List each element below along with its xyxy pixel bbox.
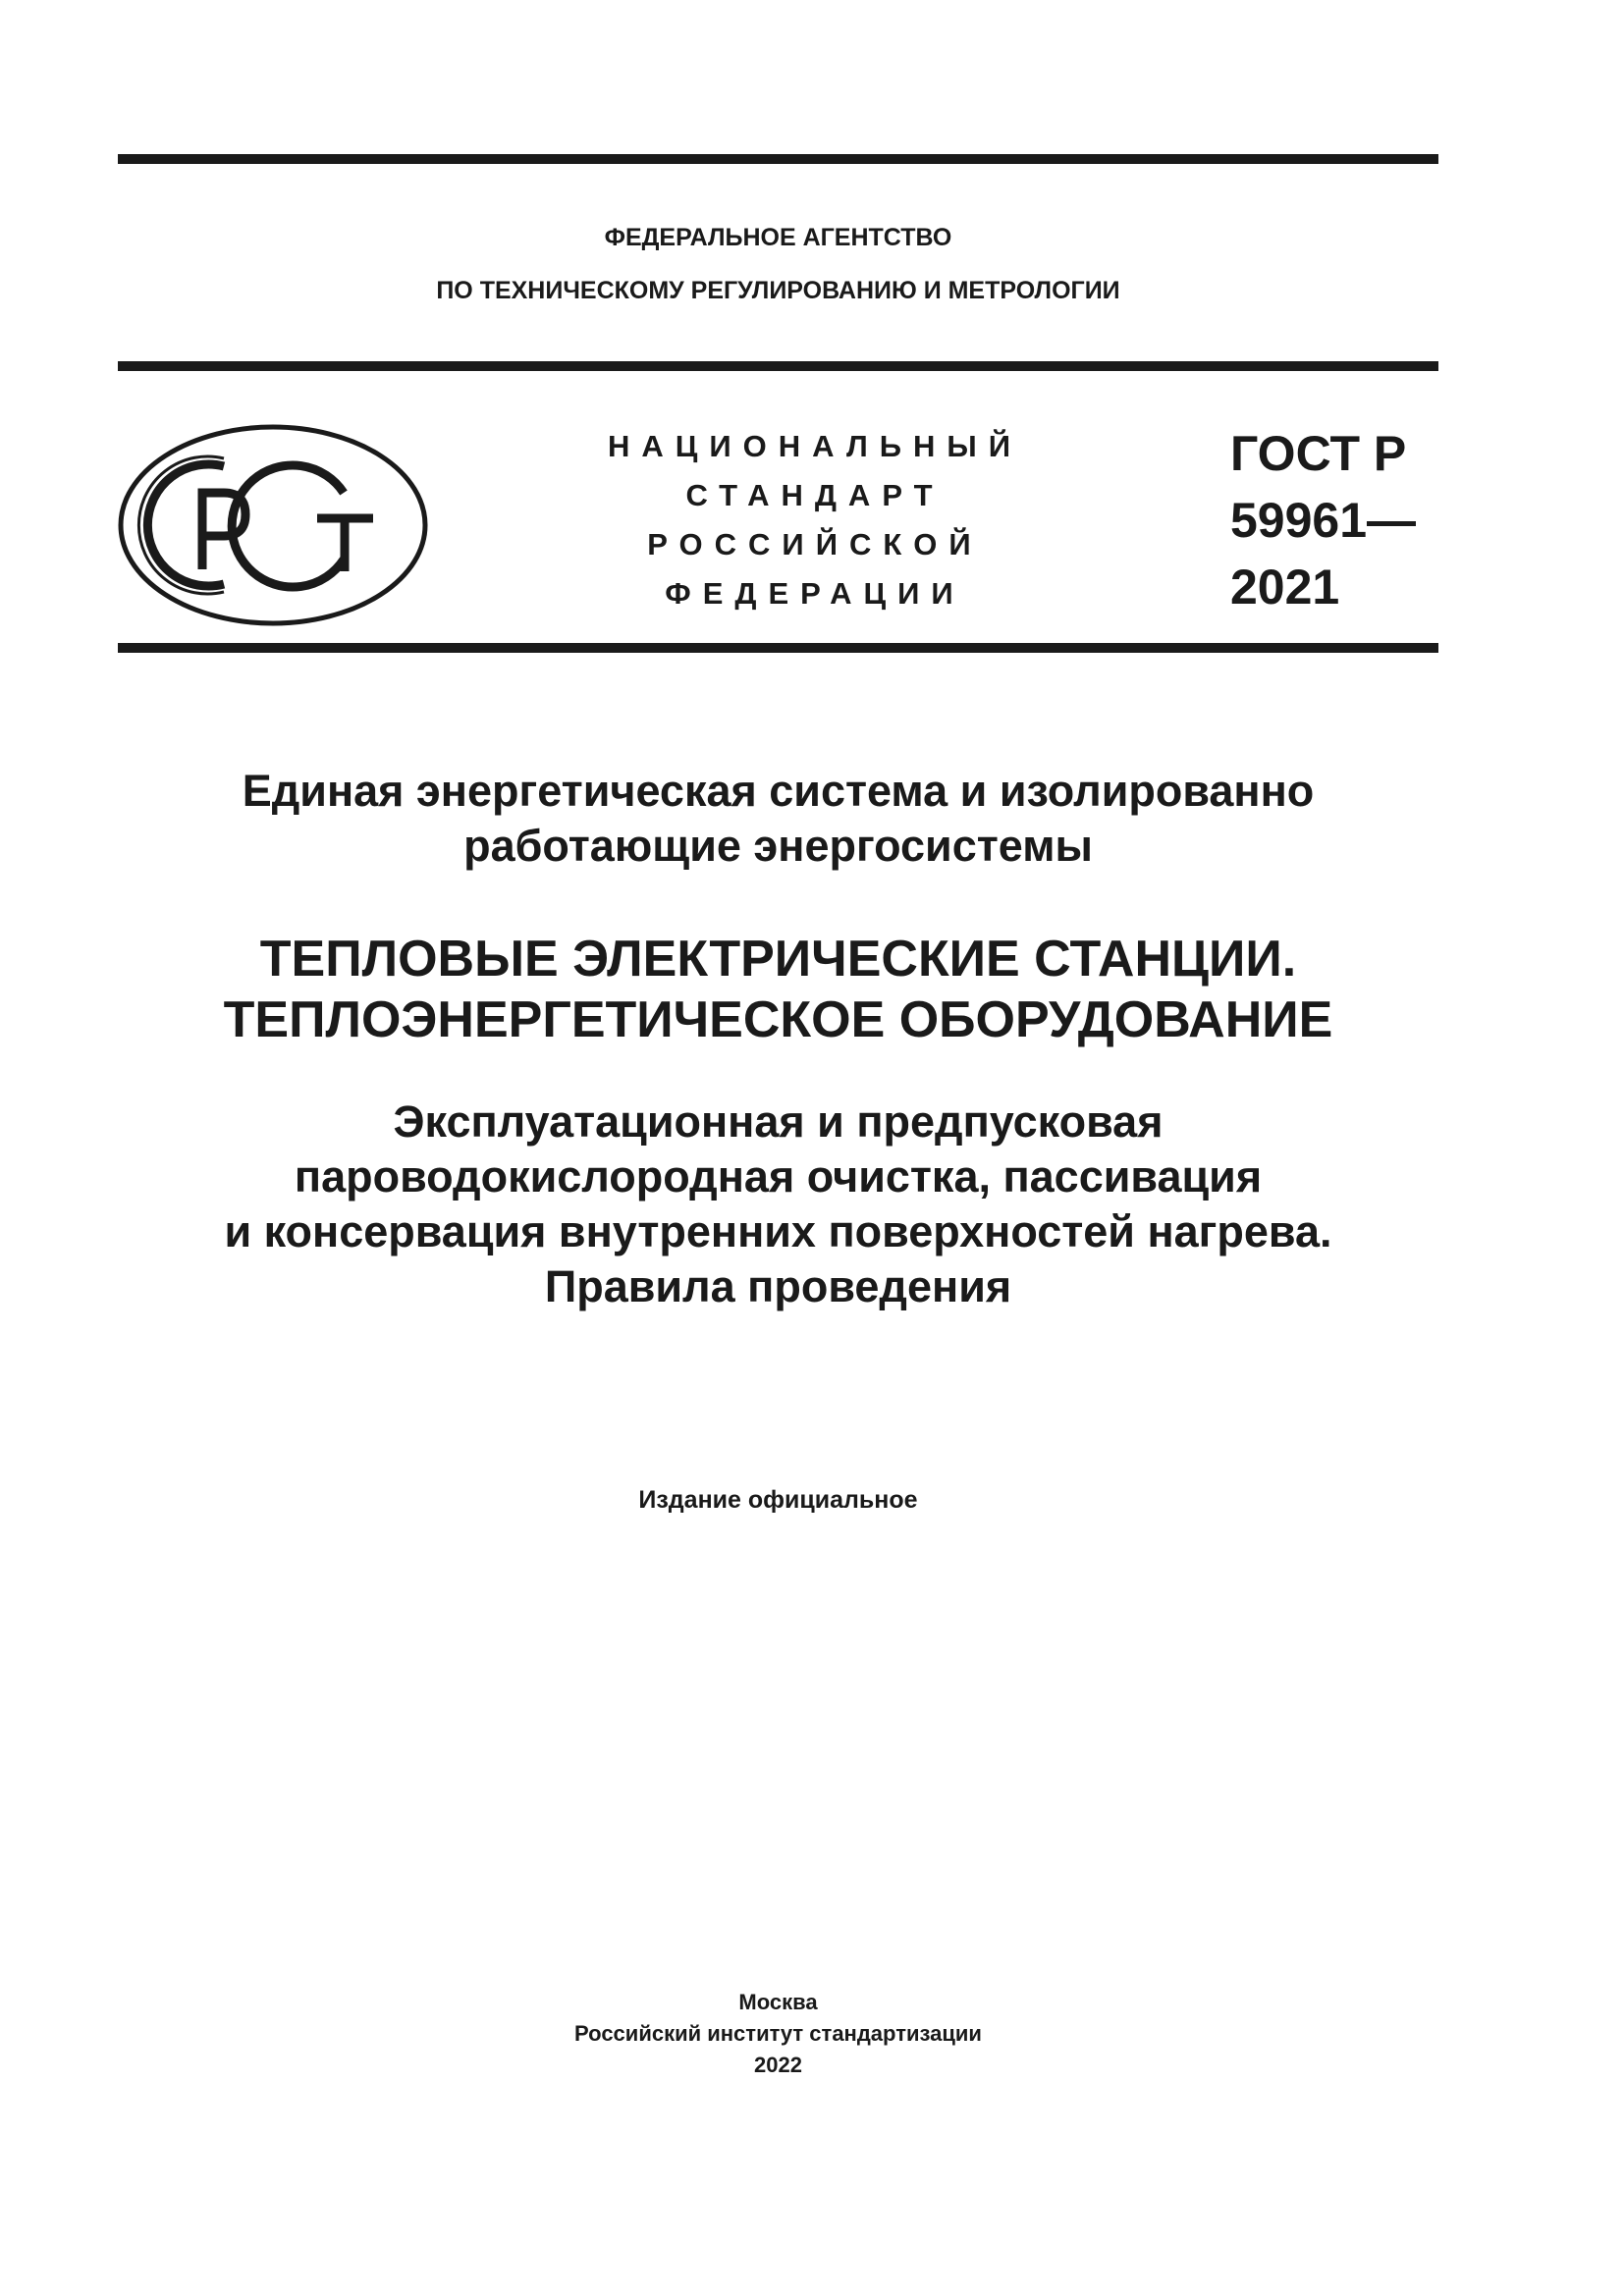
main-title-line: ТЕПЛОЭНЕРГЕТИЧЕСКОЕ ОБОРУДОВАНИЕ <box>223 991 1333 1048</box>
national-line: ФЕДЕРАЦИИ <box>665 576 965 611</box>
publisher-institute: Российский институт стандартизации <box>574 2021 982 2046</box>
header-rule <box>118 361 1438 371</box>
publisher-city: Москва <box>738 1990 818 2014</box>
top-rule <box>118 154 1438 164</box>
block-rule <box>118 643 1438 653</box>
gost-line: 2021 <box>1230 560 1340 614</box>
publisher-block <box>118 1987 1438 2081</box>
national-standard-label <box>579 422 1051 618</box>
sub-title <box>118 1095 1438 1314</box>
national-line: РОССИЙСКОЙ <box>647 527 983 561</box>
series-title-line: работающие энергосистемы <box>463 821 1093 871</box>
sub-title-line: пароводокислородная очистка, пассивация <box>294 1151 1263 1201</box>
agency-line-1: ФЕДЕРАЛЬНОЕ АГЕНТСТВО <box>604 224 952 251</box>
national-line: НАЦИОНАЛЬНЫЙ <box>607 429 1023 463</box>
national-line: СТАНДАРТ <box>685 478 945 512</box>
gost-line: ГОСТ Р <box>1230 426 1407 481</box>
gost-designation <box>1230 420 1416 620</box>
main-title <box>118 929 1438 1050</box>
sub-title-line: Эксплуатационная и предпусковая <box>393 1096 1164 1147</box>
sub-title-line: Правила проведения <box>544 1261 1012 1311</box>
agency-line-2: ПО ТЕХНИЧЕСКОМУ РЕГУЛИРОВАНИЮ И МЕТРОЛОГИИ <box>436 277 1120 304</box>
gost-line: 59961— <box>1230 493 1417 548</box>
series-title-line: Единая энергетическая система и изолированно <box>242 766 1315 816</box>
sub-title-line: и консервация внутренних поверхностей нагрева. <box>224 1206 1332 1256</box>
series-title <box>118 764 1438 874</box>
rst-mark-icon <box>116 422 430 628</box>
publisher-year: 2022 <box>754 2053 802 2077</box>
edition-label: Издание официальное <box>638 1486 918 1514</box>
main-title-line: ТЕПЛОВЫЕ ЭЛЕКТРИЧЕСКИЕ СТАНЦИИ. <box>259 931 1297 988</box>
